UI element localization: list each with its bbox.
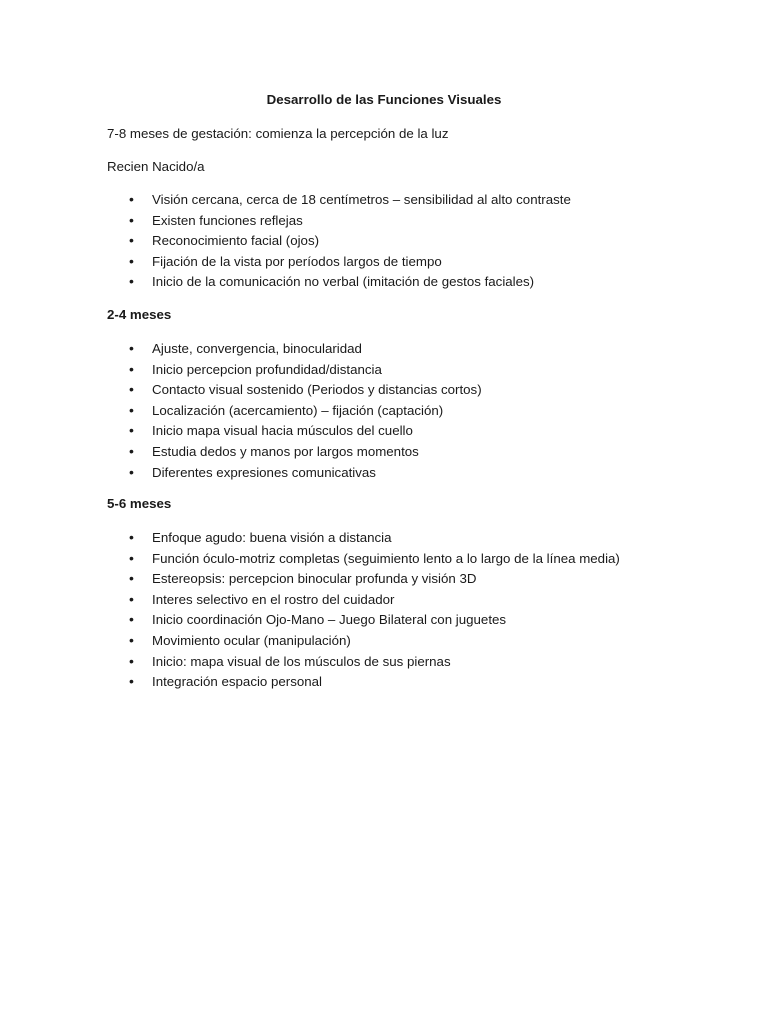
bullet-icon: • — [129, 673, 134, 690]
list-item-text: Función óculo-motriz completas (seguimiento lento a lo largo de la línea media) — [152, 550, 620, 566]
bullet-icon: • — [129, 381, 134, 398]
bullet-icon: • — [129, 401, 134, 418]
bullet-icon: • — [129, 191, 134, 207]
list-item-text: Inicio: mapa visual de los músculos de sus piernas — [152, 653, 451, 669]
bullet-icon: • — [129, 631, 134, 648]
list-item-text: Enfoque agudo: buena visión a distancia — [152, 530, 392, 545]
list-item-text: Estudia dedos y manos por largos momentos — [152, 443, 419, 459]
list-item-text: Existen funciones reflejas — [152, 212, 303, 228]
bullet-icon: • — [129, 570, 134, 587]
list-item-text: Visión cercana, cerca de 18 centímetros – sensibilidad al alto contraste — [152, 192, 571, 207]
intro-paragraph: 7-8 meses de gestación: comienza la percepción de la luz — [107, 126, 449, 141]
bullet-icon: • — [129, 652, 134, 669]
bullet-icon: • — [129, 252, 134, 269]
bullet-icon: • — [129, 463, 134, 480]
list-item-text: Inicio percepcion profundidad/distancia — [152, 361, 382, 377]
list-item-text: Estereopsis: percepcion binocular profunda y visión 3D — [152, 571, 477, 587]
list-item-text: Diferentes expresiones comunicativas — [152, 464, 376, 480]
list-item-text: Localización (acercamiento) – fijación (captación) — [152, 402, 444, 418]
list-item-text: Integración espacio personal — [152, 674, 323, 690]
bullet-icon: • — [129, 611, 134, 628]
list-item-text: Fijación de la vista por períodos largos de tiempo — [152, 253, 442, 269]
bullet-icon: • — [129, 422, 134, 439]
bullet-icon: • — [129, 232, 134, 249]
bullet-icon: • — [129, 442, 134, 459]
list-item-text: Inicio mapa visual hacia músculos del cuello — [152, 423, 413, 439]
bullet-icon: • — [129, 549, 134, 566]
list-item-text: Interes selectivo en el rostro del cuidador — [152, 591, 395, 607]
bullet-icon: • — [129, 273, 134, 290]
bullet-icon: • — [129, 360, 134, 377]
section-heading-2-4: 2-4 meses — [107, 307, 172, 322]
list-item-text: Reconocimiento facial (ojos) — [152, 233, 320, 249]
list-item-text: Movimiento ocular (manipulación) — [152, 632, 351, 648]
bullet-icon: • — [129, 590, 134, 607]
newborn-label: Recien Nacido/a — [107, 159, 205, 174]
section-heading-5-6: 5-6 meses — [107, 496, 172, 511]
list-item-text: Inicio coordinación Ojo-Mano – Juego Bilateral con juguetes — [152, 612, 507, 628]
list-item-text: Inicio de la comunicación no verbal (imitación de gestos faciales) — [152, 274, 535, 290]
bullet-icon: • — [129, 529, 134, 545]
bullet-icon: • — [129, 340, 134, 356]
list-item-text: Contacto visual sostenido (Periodos y distancias cortos) — [152, 382, 482, 398]
bullet-icon: • — [129, 211, 134, 228]
document-title: Desarrollo de las Funciones Visuales — [266, 92, 502, 107]
list-item-text: Ajuste, convergencia, binocularidad — [152, 341, 362, 356]
